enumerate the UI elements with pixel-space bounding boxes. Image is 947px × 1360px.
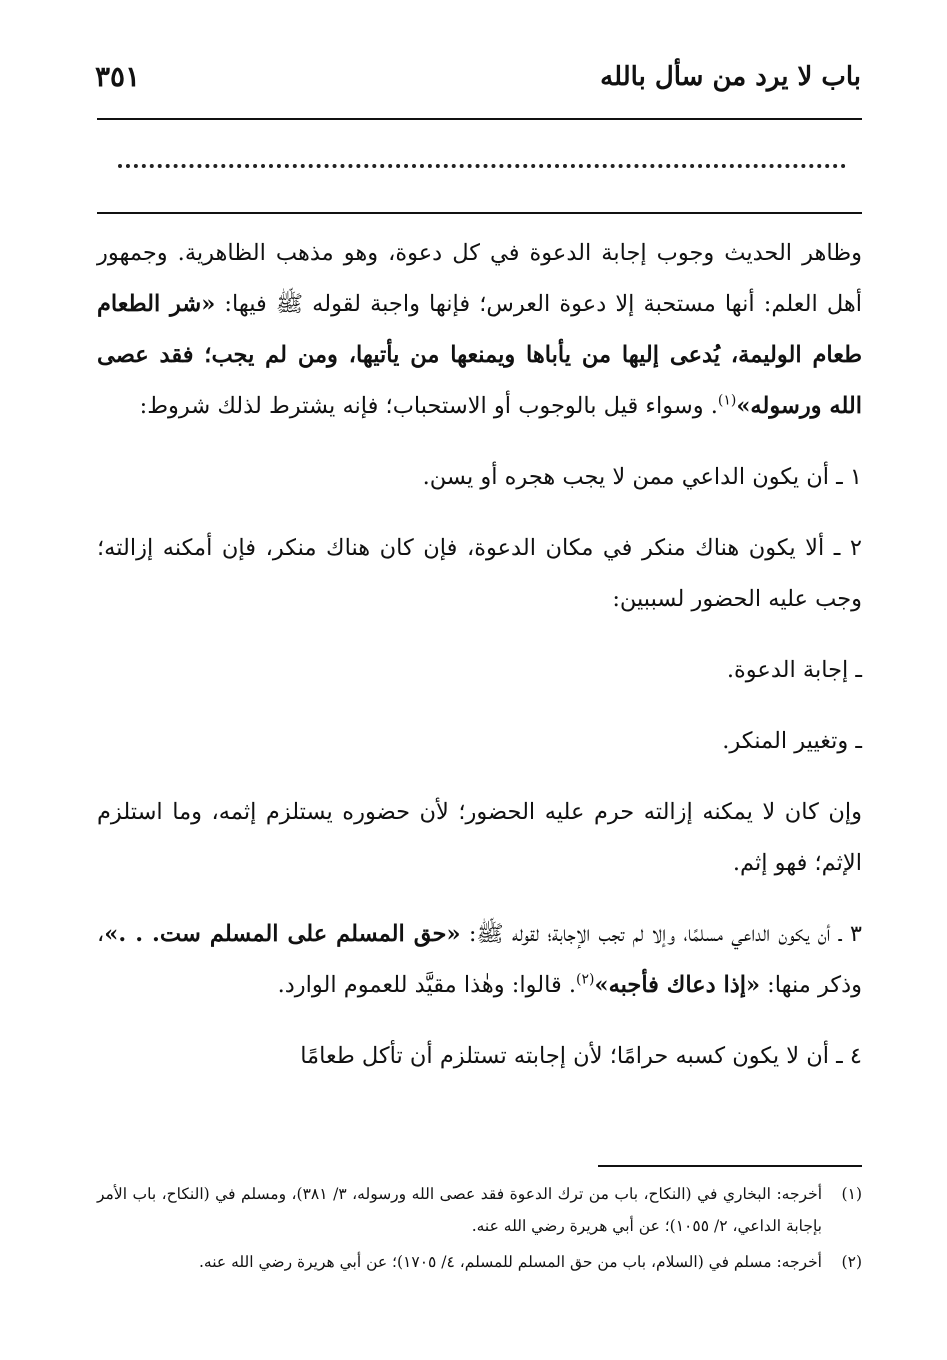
condition-2-reason-a: ـ إجابة الدعوة. (726, 657, 862, 683)
hadith-quote: «شر الطعام طعام الوليمة، يُدعى إليها من يأباها ويمنعها من يأتيها، ومن لم يجب؛ فقد عصى الله ورسوله» (97, 291, 862, 419)
footnote-text: أخرجه: البخاري في (النكاح، باب من ترك الدعوة فقد عصى الله ورسوله، ٣/ ٣٨١)، ومسلم في (النكاح، باب الأمر بإجابة الداعي، ٢/ ١٠٥٥)؛ عن أبي هريرة رضي الله عنه. (97, 1185, 823, 1235)
header-rule (97, 118, 862, 120)
text-segment: . قالوا: وهٰذا مقيَّد للعموم الوارد. (277, 972, 577, 998)
footnote-rule (598, 1165, 862, 1167)
text-segment: ، وذكر منها: (97, 921, 862, 998)
condition-2-reason-b: ـ وتغيير المنكر. (722, 728, 862, 754)
hadith-quote: «إذا دعاك فأجبه» (594, 972, 761, 998)
hadith-quote: «حق المسلم على المسلم ست. . .» (104, 921, 461, 947)
paragraph-intro (97, 228, 862, 432)
condition-1: ١ ـ أن يكون الداعي ممن لا يجب هجره أو يسن. (422, 464, 862, 490)
condition-2-note: وإن كان لا يمكنه إزالته حرم عليه الحضور؛ لأن حضوره يستلزم إثمه، وما استلزم الإثم؛ فهو إثم. (97, 799, 862, 876)
footnote-number: (٢) (841, 1253, 862, 1271)
chapter-title: باب لا يرد من سأل بالله (600, 62, 861, 92)
footnote (97, 1246, 862, 1278)
footnotes (97, 1178, 862, 1282)
footnote-reference: (٢) (576, 971, 595, 988)
text-segment: وظاهر الحديث وجوب إجابة الدعوة في كل دعوة، وهو مذهب الظاهرية. وجمهور أهل العلم: أنها مستحبة إلا دعوة العرس؛ فإنها واجبة لقوله ﷺ فيها: (97, 240, 862, 317)
footnote (97, 1178, 862, 1242)
condition-3 (97, 909, 862, 1011)
footnote-reference: (١) (717, 392, 737, 409)
footnote-number: (١) (841, 1185, 862, 1203)
condition-2: ٢ ـ ألا يكون هناك منكر في مكان الدعوة، فإن كان هناك منكر، فإن أمكنه إزالته؛ وجب عليه الحضور لسببين: (97, 535, 862, 612)
footnote-text: أخرجه: مسلم في (السلام، باب من حق المسلم للمسلم، ٤/ ١٧٠٥)؛ عن أبي هريرة رضي الله عنه. (199, 1253, 822, 1271)
section-rule (97, 212, 862, 214)
condition-4: ٤ ـ أن لا يكون كسبه حرامًا؛ لأن إجابته تستلزم أن تأكل طعامًا (300, 1043, 862, 1069)
text-segment: ٣ ـ أن يكون الداعي مسلمًا، وإلا لم تجب الإجابة؛ لقوله ﷺ: (460, 921, 862, 947)
main-text (97, 228, 862, 1102)
text-segment: . وسواء قيل بالوجوب أو الاستحباب؛ فإنه يشترط لذلك شروط: (139, 393, 718, 419)
dotted-separator (118, 164, 846, 168)
page-number: ٣٥١ (95, 60, 141, 93)
